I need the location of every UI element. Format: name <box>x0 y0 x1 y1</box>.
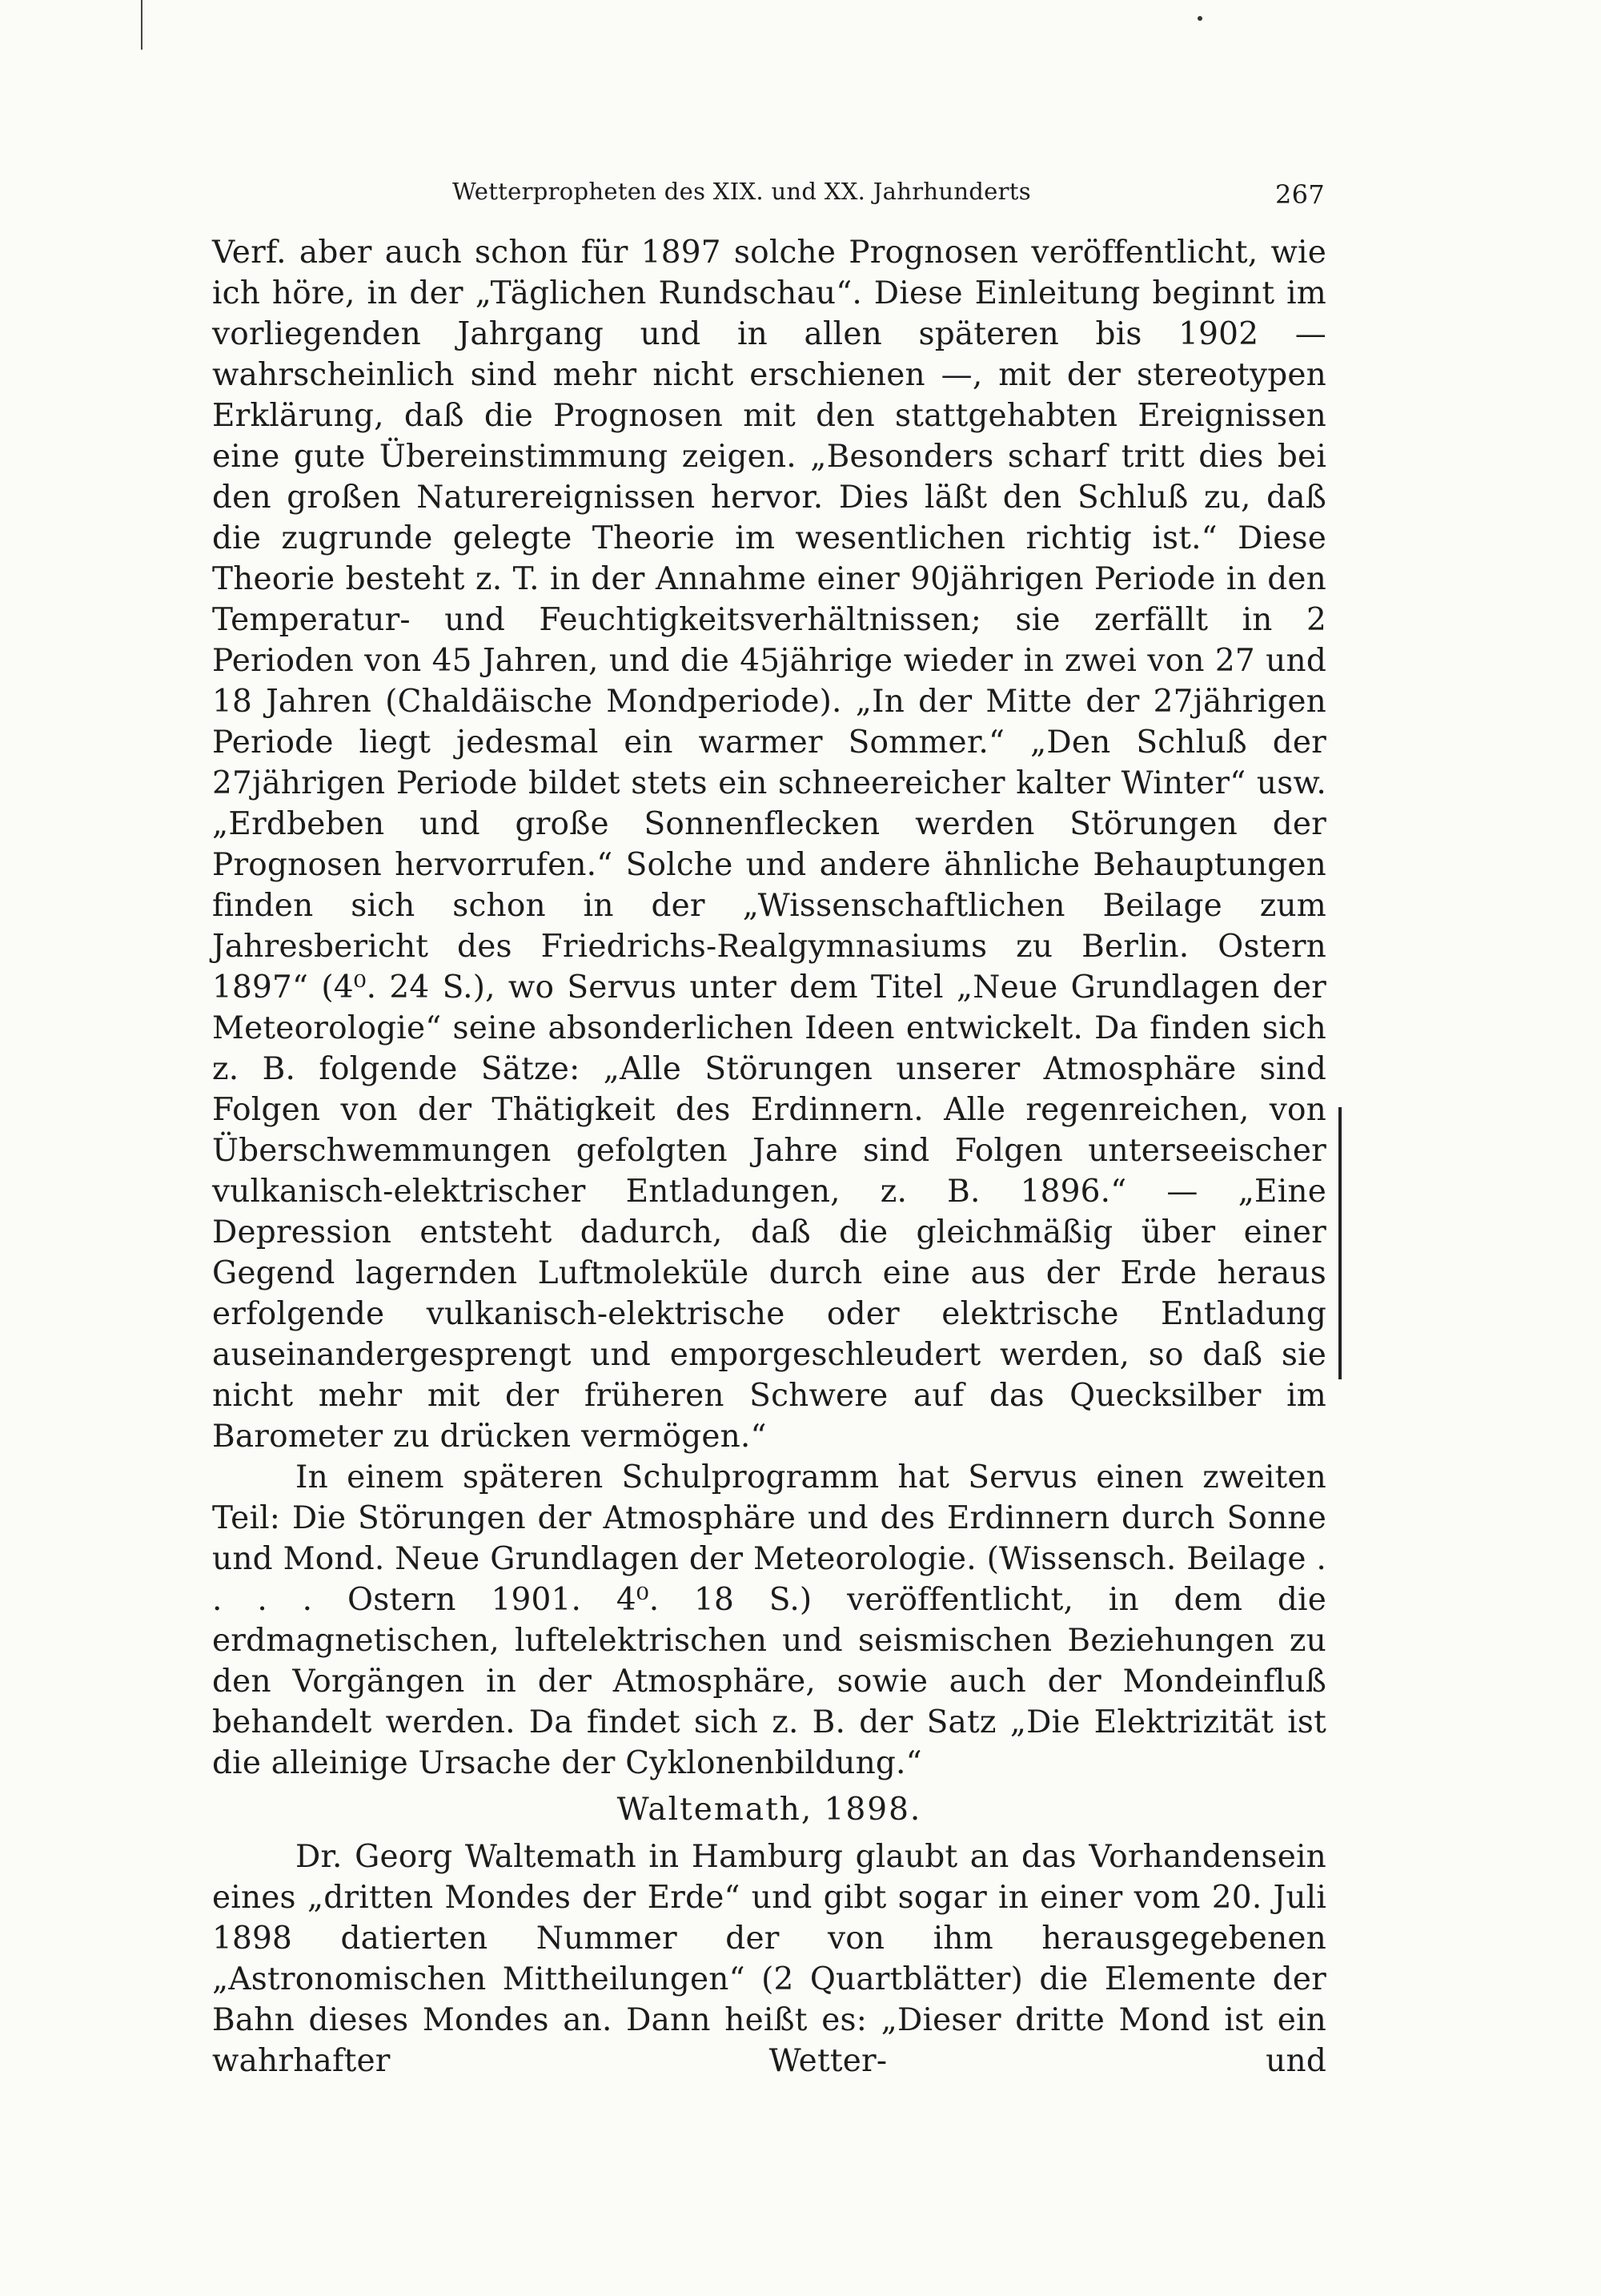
body-text <box>212 232 1326 2081</box>
scan-speck <box>1198 16 1202 21</box>
scan-edge-line <box>141 0 142 50</box>
section-heading: Waltemath, 1898. <box>616 1792 922 1828</box>
running-title: Wetterpropheten des XIX. und XX. Jahrhunderts <box>452 178 1031 205</box>
paragraph-2: In einem späteren Schulprogramm hat Servus einen zweiten Teil: Die Störungen der Atmosphäre und des Erdinnern durch Sonne und Mond. Neue Grundlagen der Meteorologie. (Wissensch. Beilage . . . . Ostern 1901. 4⁰. 18 S.) veröffentlicht, in dem die erdmagnetischen, luftelektrischen und seismischen Beziehungen zu den Vorgängen in der Atmosphäre, sowie auch der Mondeinfluß behandelt werden. Da findet sich z. B. der Satz „Die Elektrizität ist die alleinige Ursache der Cyklonenbildung.“ <box>212 1459 1326 1781</box>
page-number: 267 <box>1275 179 1325 210</box>
margin-marker-line <box>1338 1107 1342 1379</box>
paragraph-3: Dr. Georg Waltemath in Hamburg glaubt an das Vorhandensein eines „dritten Mondes der Erde“ und gibt sogar in einer vom 20. Juli 1898 datierten Nummer der von ihm herausgegebenen „Astronomischen Mittheilungen“ (2 Quartblätter) die Elemente der Bahn dieses Mondes an. Dann heißt es: „Dieser dritte Mond ist ein wahrhafter Wetter- und <box>212 1839 1326 2079</box>
paragraph-1: Verf. aber auch schon für 1897 solche Prognosen veröffentlicht, wie ich höre, in der „Täglichen Rundschau“. Diese Einleitung beginnt im vorliegenden Jahrgang und in allen späteren bis 1902 — wahrscheinlich sind mehr nicht erschienen —, mit der stereotypen Erklärung, daß die Prognosen mit den stattgehabten Ereignissen eine gute Übereinstimmung zeigen. „Besonders scharf tritt dies bei den großen Naturereignissen hervor. Dies läßt den Schluß zu, daß die zugrunde gelegte Theorie im wesentlichen richtig ist.“ Diese Theorie besteht z. T. in der Annahme einer 90jährigen Periode in den Temperatur- und Feuchtigkeitsverhältnissen; sie zerfällt in 2 Perioden von 45 Jahren, und die 45jährige wieder in zwei von 27 und 18 Jahren (Chaldäische Mondperiode). „In der Mitte der 27jährigen Periode liegt jedesmal ein warmer Sommer.“ „Den Schluß der 27jährigen Periode bildet stets ein schneereicher kalter Winter“ usw. „Erdbeben und große Sonnenflecken werden Störungen der Prognosen hervorrufen.“ Solche und andere ähnliche Behauptungen finden sich schon in der „Wissenschaftlichen Beilage zum Jahresbericht des Friedrichs-Realgymnasiums zu Berlin. Ostern 1897“ (4⁰. 24 S.), wo Servus unter dem Titel „Neue Grundlagen der Meteorologie“ seine absonderlichen Ideen entwickelt. Da finden sich z. B. folgende Sätze: „Alle Störungen unserer Atmosphäre sind Folgen von der Thätigkeit des Erdinnern. Alle regenreichen, von Überschwemmungen gefolgten Jahre sind Folgen unterseeischer vulkanisch-elektrischer Entladungen, z. B. 1896.“ — „Eine Depression entsteht dadurch, daß die gleichmäßig über einer Gegend lagernden Luftmoleküle durch eine aus der Erde heraus erfolgende vulkanisch-elektrische oder elektrische Entladung auseinandergesprengt und emporgeschleudert werden, so daß sie nicht mehr mit der früheren Schwere auf das Quecksilber im Barometer zu drücken vermögen.“ <box>212 235 1326 1455</box>
